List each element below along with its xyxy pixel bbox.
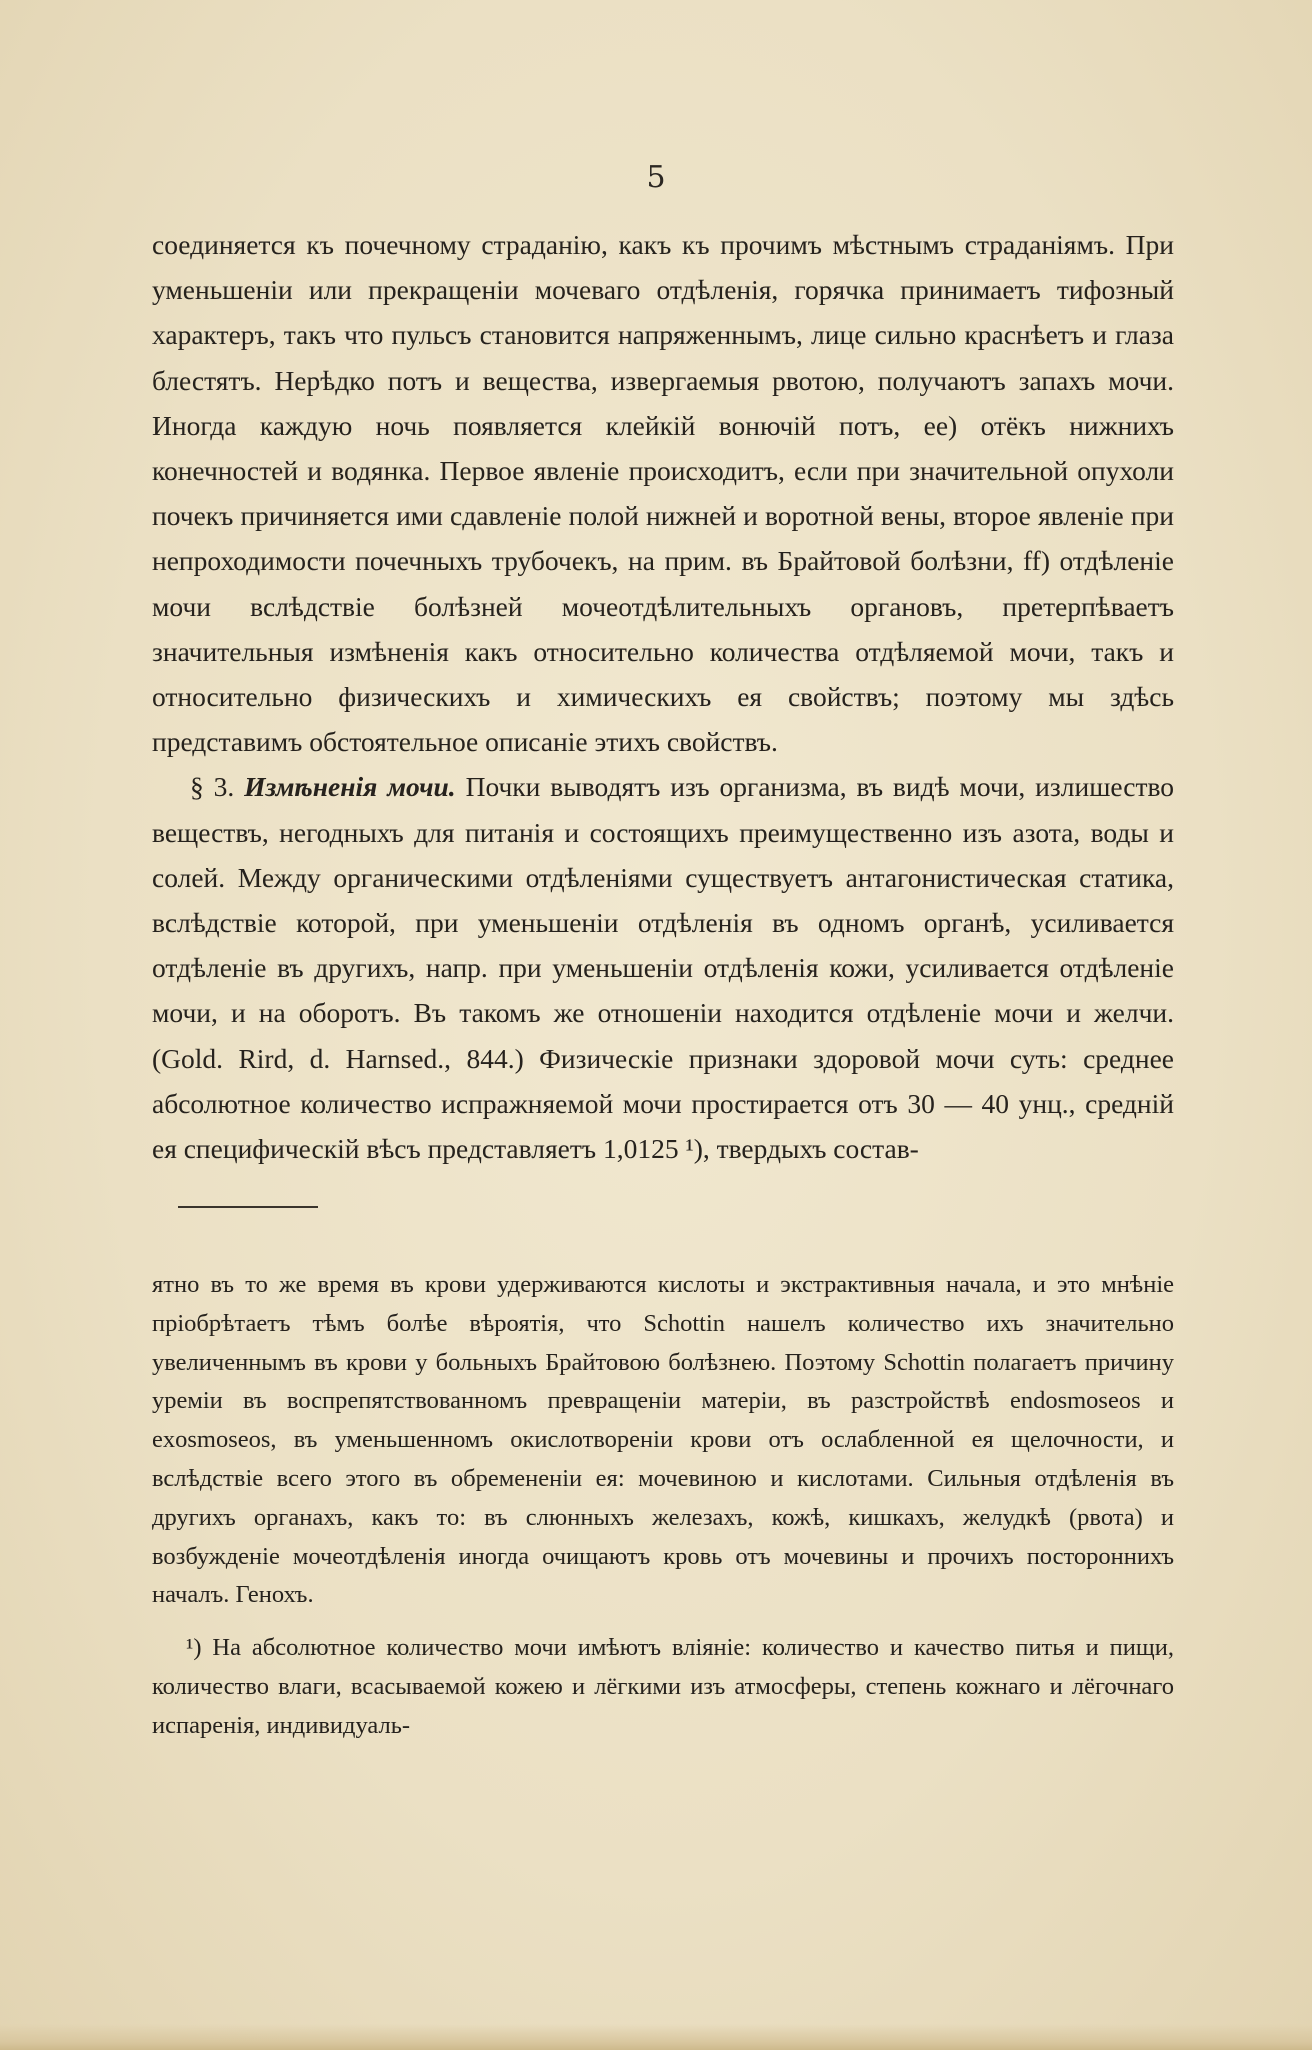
paragraph-continuation: соединяется къ почечному страданію, какъ къ прочимъ мѣстнымъ страданіямъ. При уменьшеніи или прекращеніи мочеваго отдѣленія, горячка принимаетъ тифозный характеръ, такъ что пульсъ становится напряженнымъ, лице сильно краснѣетъ и глаза блестятъ. Нерѣдко потъ и вещества, извергаемыя рвотою, получаютъ запахъ мочи. Иногда каждую ночь появляется клейкій вонючій потъ, ее) отёкъ нижнихъ конечностей и водянка. Первое явленіе происходитъ, если при значительной опухоли почекъ причиняется ими сдавленіе полой нижней и воротной вены, второе явленіе при непроходимости почечныхъ трубочекъ, на прим. въ Брайтовой болѣзни, ff) отдѣленіе мочи вслѣдствіе болѣзней мочеотдѣлительныхъ органовъ, претерпѣваетъ значительныя измѣненія какъ относительно количества отдѣляемой мочи, такъ и относительно физическихъ и химическихъ ея свойствъ; поэтому мы здѣсь представимъ обстоятельное описаніе этихъ свойствъ.: [152, 229, 1174, 758]
section-title: Измѣненія мочи.: [244, 771, 456, 803]
footnotes: [152, 1266, 1174, 1746]
page-number: 5: [646, 160, 666, 195]
page-bottom-edge: [0, 2024, 1312, 2050]
footnote-continuation: ятно въ то же время въ крови удерживаются кислоты и экстрактивныя начала, и это мнѣніе пріобрѣтаетъ тѣмъ болѣе вѣроятія, что Schottin нашелъ количество ихъ значительно увеличеннымъ въ крови у больныхъ Брайтовою болѣзнею. Поэтому Schottin полагаетъ причину уреміи въ воспрепятствованномъ превращеніи матеріи, въ разстройствѣ endosmoseos и exosmoseos, въ уменьшенномъ окислотвореніи крови отъ ослабленной ея щелочности, и вслѣдствіе всего этого въ обремененіи ея: мочевиною и кислотами. Сильныя отдѣленія въ другихъ органахъ, какъ то: въ слюнныхъ железахъ, кожѣ, кишкахъ, желудкѣ (рвота) и возбужденіе мочеотдѣленія иногда очищаютъ кровь отъ мочевины и прочихъ постороннихъ началъ. Генохъ.: [152, 1271, 1174, 1609]
footnote-1: ¹) На абсолютное количество мочи имѣютъ вліяніе: количество и качество питья и пищи, количество влаги, всасываемой кожею и лёгкими изъ атмосферы, степень кожнаго и лёгочнаго испаренія, индивидуаль-: [152, 1634, 1174, 1739]
section-number: § 3.: [190, 771, 235, 803]
section-paragraph: [152, 764, 1174, 1171]
main-text: [152, 222, 1174, 1171]
footnote-divider: [178, 1206, 318, 1208]
section-body: Почки выводятъ изъ организма, въ видѣ мочи, излишество веществъ, негодныхъ для питанія и состоящихъ преимущественно изъ азота, воды и солей. Между органическими отдѣленіями существуетъ антагонистическая статика, вслѣдствіе которой, при уменьшеніи отдѣленія въ одномъ органѣ, усиливается отдѣленіе въ другихъ, напр. при уменьшеніи отдѣленія кожи, усиливается отдѣленіе мочи, и на оборотъ. Въ такомъ же отношеніи находится отдѣленіе мочи и желчи. (Gold. Rird, d. Harnsed., 844.) Физическіе признаки здоровой мочи суть: среднее абсолютное количество испражняемой мочи простирается отъ 30 — 40 унц., средній ея специфическій вѣсъ представляетъ 1,0125 ¹), твердыхъ состав-: [152, 771, 1175, 1165]
